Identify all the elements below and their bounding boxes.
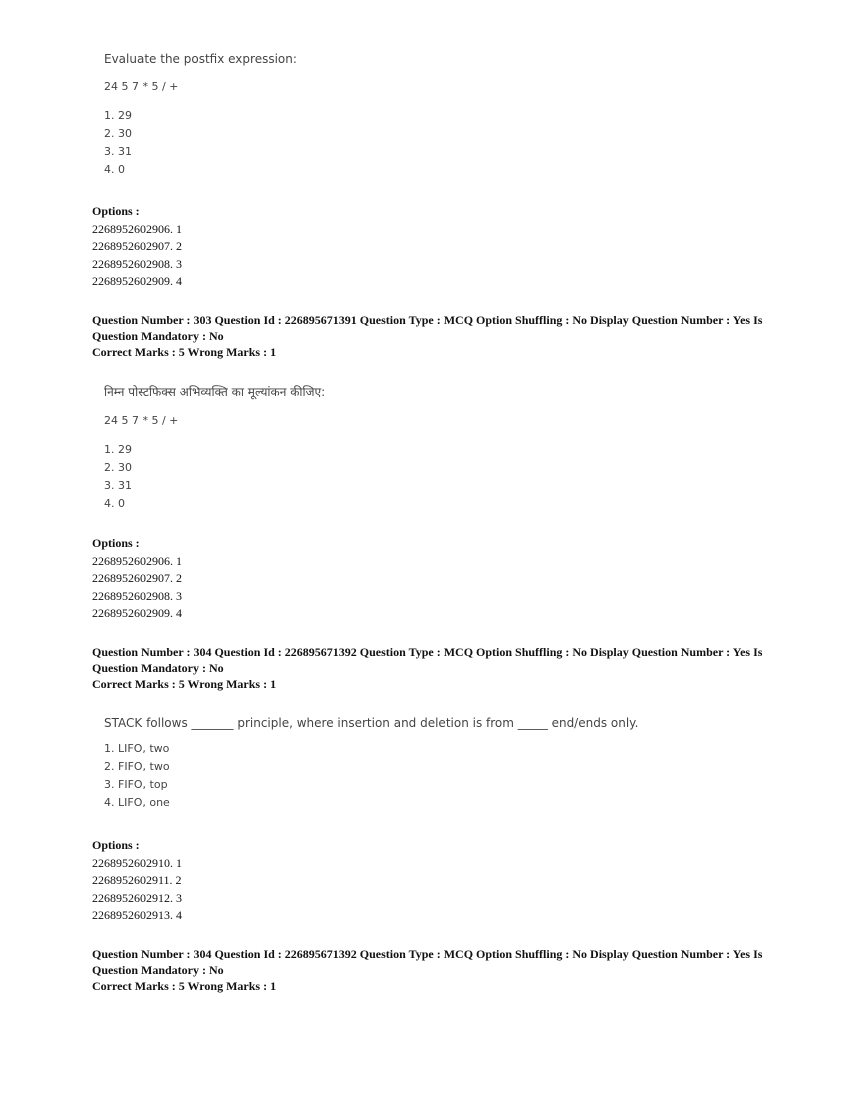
choice-item: 3. FIFO, top xyxy=(104,778,168,791)
meta-line: Correct Marks : 5 Wrong Marks : 1 xyxy=(92,345,277,359)
meta-line: Correct Marks : 5 Wrong Marks : 1 xyxy=(92,979,277,993)
options-list xyxy=(92,203,182,291)
options-heading: Options : xyxy=(92,204,140,218)
option-id: 2268952602907. 2 xyxy=(92,571,182,585)
options-heading: Options : xyxy=(92,536,140,550)
choice-item: 4. 0 xyxy=(104,163,125,176)
meta-line: Question Mandatory : No xyxy=(92,661,224,675)
choice-item: 4. LIFO, one xyxy=(104,796,170,809)
choice-item: 3. 31 xyxy=(104,145,132,158)
option-id: 2268952602912. 3 xyxy=(92,890,182,905)
option-id: 2268952602909. 4 xyxy=(92,274,182,288)
meta-line: Question Mandatory : No xyxy=(92,963,224,977)
choice-item: 2. 30 xyxy=(104,461,132,474)
option-id: 2268952602906. 1 xyxy=(92,553,182,568)
choice-item: 1. 29 xyxy=(104,443,132,456)
options-heading: Options : xyxy=(92,838,140,852)
choice-list xyxy=(104,441,325,513)
meta-line: Question Number : 303 Question Id : 226895671391 Question Type : MCQ Option Shuffling : No Display Question Number : Yes Is xyxy=(92,313,763,327)
choice-item: 3. 31 xyxy=(104,479,132,492)
postfix-expression: 24 5 7 * 5 / + xyxy=(104,414,179,427)
meta-line: Question Mandatory : No xyxy=(92,329,224,343)
meta-line: Correct Marks : 5 Wrong Marks : 1 xyxy=(92,677,277,691)
question-2 xyxy=(104,383,325,513)
choice-item: 1. LIFO, two xyxy=(104,742,170,755)
meta-line: Question Number : 304 Question Id : 226895671392 Question Type : MCQ Option Shuffling : No Display Question Number : Yes Is xyxy=(92,947,763,961)
option-id: 2268952602908. 3 xyxy=(92,588,182,603)
meta-line: Question Number : 304 Question Id : 226895671392 Question Type : MCQ Option Shuffling : No Display Question Number : Yes Is xyxy=(92,645,763,659)
choice-item: 4. 0 xyxy=(104,497,125,510)
question-meta xyxy=(92,946,772,994)
option-id: 2268952602913. 4 xyxy=(92,908,182,922)
option-id: 2268952602908. 3 xyxy=(92,256,182,271)
option-id: 2268952602907. 2 xyxy=(92,239,182,253)
option-id: 2268952602909. 4 xyxy=(92,606,182,620)
options-list xyxy=(92,535,182,623)
question-meta xyxy=(92,644,772,692)
postfix-expression: 24 5 7 * 5 / + xyxy=(104,80,179,93)
question-1 xyxy=(104,52,297,179)
option-id: 2268952602910. 1 xyxy=(92,855,182,870)
question-text: STACK follows _______ principle, where insertion and deletion is from _____ end/ends only. xyxy=(104,716,639,730)
question-text: निम्न पोस्टफिक्स अभिव्यक्ति का मूल्यांकन कीजिए: xyxy=(104,385,326,399)
question-meta xyxy=(92,312,772,360)
choice-item: 1. 29 xyxy=(104,109,132,122)
option-id: 2268952602911. 2 xyxy=(92,873,182,887)
choice-item: 2. 30 xyxy=(104,127,132,140)
option-id: 2268952602906. 1 xyxy=(92,221,182,236)
question-text: Evaluate the postfix expression: xyxy=(104,52,297,66)
question-3 xyxy=(104,716,638,812)
choice-list xyxy=(104,107,297,179)
choice-list xyxy=(104,740,638,812)
choice-item: 2. FIFO, two xyxy=(104,760,170,773)
options-list xyxy=(92,837,182,925)
